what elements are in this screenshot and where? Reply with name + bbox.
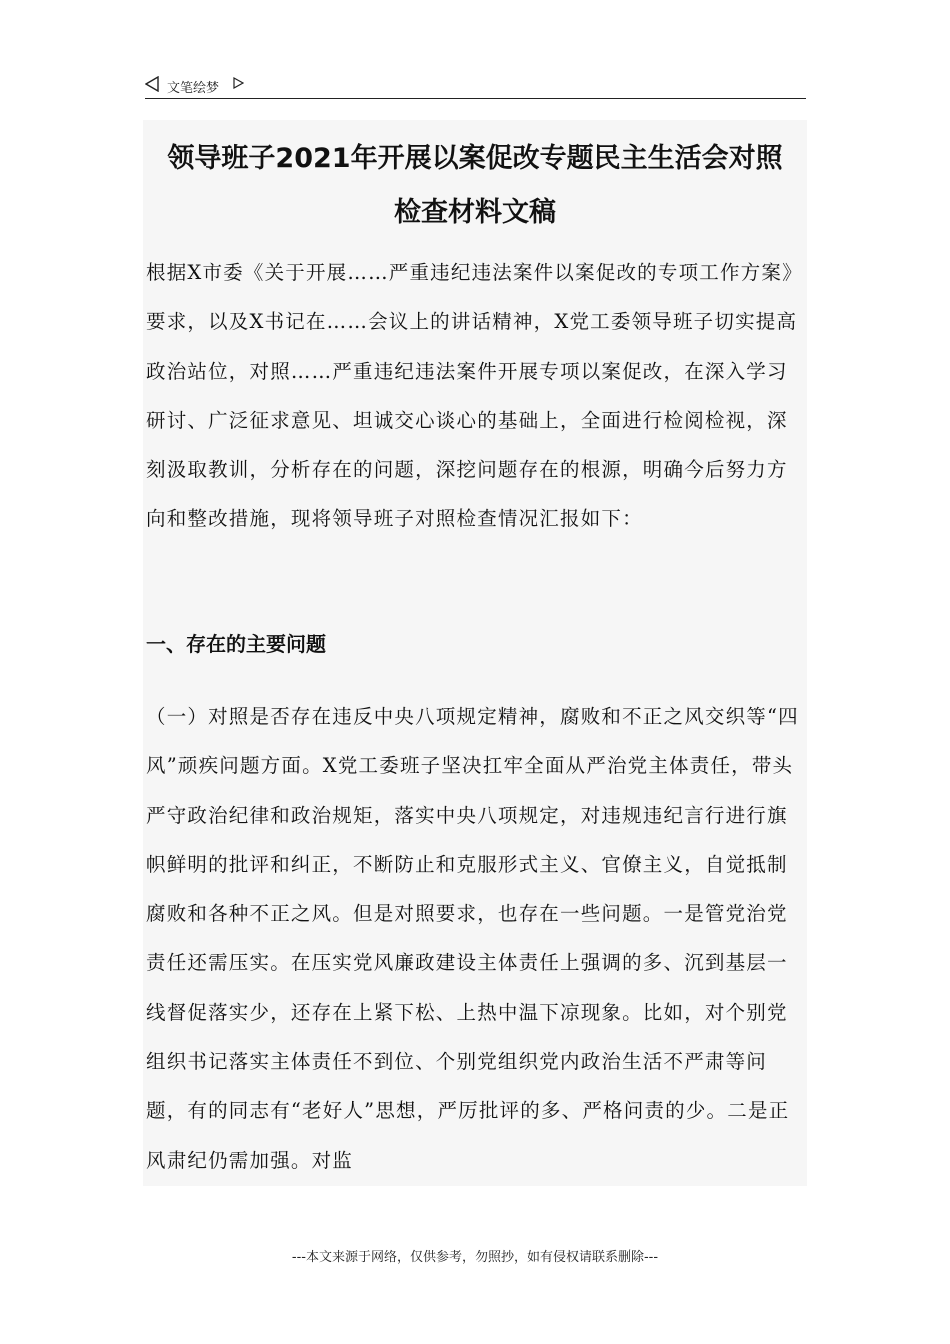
title-line-2: 检查材料文稿 bbox=[394, 197, 556, 228]
intro-paragraph: 根据X市委《关于开展……严重违纪违法案件以案促改的专项工作方案》要求，以及X书记在……会议上的讲话精神，X党工委领导班子切实提高政治站位，对照……严重违纪违法案件开展专项以案促改，在深入学习研讨、广泛征求意见、坦诚交心谈心的基础上，全面进行检阅检视，深刻汲取教训，分析存在的问题，深挖问题存在的根源，明确今后努力方向和整改措施，现将领导班子对照检查情况汇报如下： bbox=[146, 261, 803, 531]
footer-notice: ---本文来源于网络，仅供参考，勿照抄，如有侵权请联系删除--- bbox=[291, 1250, 659, 1265]
page-header bbox=[145, 74, 806, 99]
left-triangle-icon bbox=[145, 76, 159, 92]
title-line-1: 领导班子2021年开展以案促改专题民主生活会对照 bbox=[167, 143, 783, 174]
section-paragraph: （一）对照是否存在违反中央八项规定精神，腐败和不正之风交织等“四风”顽疾问题方面。X党工委班子坚决扛牢全面从严治党主体责任，带头严守政治纪律和政治规矩，落实中央八项规定，对违规违纪言行进行旗帜鲜明的批评和纠正，不断防止和克服形式主义、官僚主义，自觉抵制腐败和各种不正之风。但是对照要求，也存在一些问题。一是管党治党责任还需压实。在压实党风廉政建设主体责任上强调的多、沉到基层一线督促落实少，还存在上紧下松、上热中温下凉现象。比如，对个别党组织书记落实主体责任不到位、个别党组织党内政治生活不严肃等问题，有的同志有“老好人”思想，严厉批评的多、严格问责的少。二是正风肃纪仍需加强。对监 bbox=[146, 705, 799, 1172]
right-triangle-icon bbox=[233, 77, 244, 89]
document-title bbox=[143, 132, 807, 240]
section-heading: 一、存在的主要问题 bbox=[146, 632, 326, 656]
document-body bbox=[143, 120, 807, 1186]
header-brand: 文笔绘梦 bbox=[167, 81, 220, 96]
